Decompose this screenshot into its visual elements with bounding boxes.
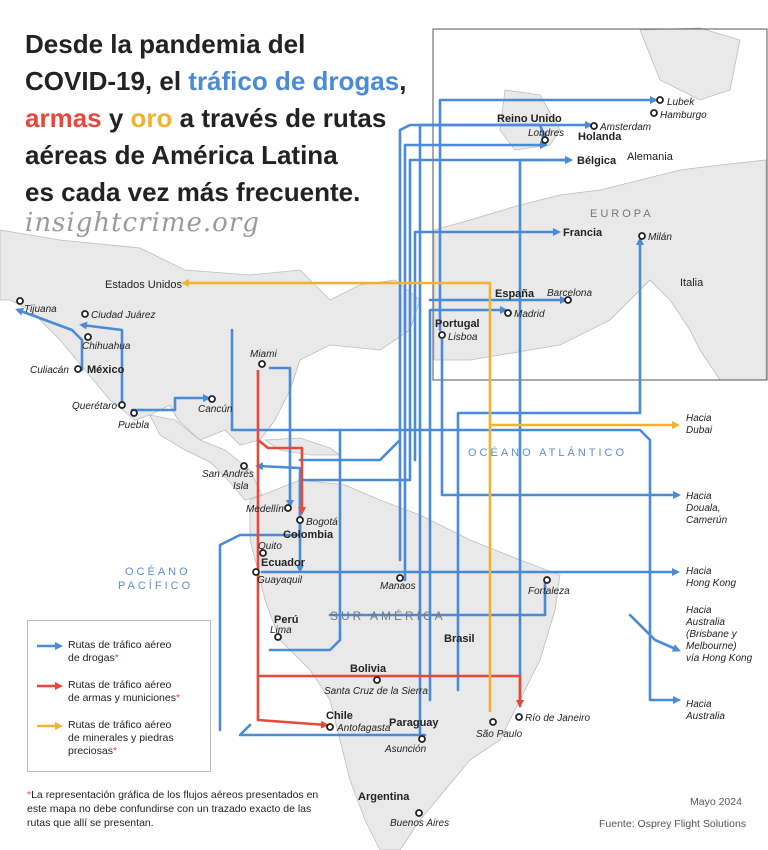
headline bbox=[25, 26, 425, 211]
region-europa: EUROPA bbox=[590, 208, 654, 220]
headline-line-2 bbox=[25, 63, 425, 100]
marker-lubek bbox=[657, 97, 663, 103]
headline-drugs: tráfico de drogas bbox=[188, 66, 400, 96]
footer-source: Fuente: Osprey Flight Solutions bbox=[599, 818, 747, 830]
marker-sao-paulo bbox=[490, 719, 496, 725]
city-quito: Quito bbox=[258, 541, 282, 552]
disclaimer-note bbox=[27, 788, 327, 830]
legend-min-line-2: de minerales y piedras bbox=[68, 732, 174, 744]
marker-ciudad-juarez bbox=[82, 311, 88, 317]
marker-miami bbox=[259, 361, 265, 367]
city-buenos-aires: Buenos Aires bbox=[390, 818, 450, 829]
marker-antofagasta bbox=[327, 724, 333, 730]
city-tijuana: Tijuana bbox=[24, 304, 57, 315]
city-manaos: Manaos bbox=[380, 581, 416, 592]
headline-routes: a través de rutas bbox=[172, 103, 387, 133]
dest-australia-1: Hacia bbox=[686, 699, 712, 710]
city-asuncion: Asunción bbox=[385, 744, 427, 755]
country-chile: Chile bbox=[326, 710, 353, 722]
scandinavia bbox=[640, 28, 740, 100]
city-queretaro: Querétaro bbox=[72, 401, 118, 412]
city-bogota: Bogotá bbox=[306, 517, 338, 528]
legend-arms-asterisk: * bbox=[175, 692, 181, 704]
city-san-andres-1: San Andrés bbox=[202, 469, 254, 480]
europe-land bbox=[434, 160, 766, 380]
city-chihuahua: Chihuahua bbox=[82, 341, 131, 352]
marker-fortaleza bbox=[544, 577, 550, 583]
city-lubek: Lubek bbox=[667, 97, 695, 108]
legend-min-line-1: Rutas de tráfico aéreo bbox=[68, 719, 172, 731]
city-madrid: Madrid bbox=[514, 309, 545, 320]
marker-cancun bbox=[209, 396, 215, 402]
city-milan: Milán bbox=[648, 232, 672, 243]
city-san-andres-2: Isla bbox=[233, 481, 249, 492]
dest-aushk-4: Melbourne) bbox=[686, 641, 737, 652]
legend-drugs-line-1: Rutas de tráfico aéreo bbox=[68, 639, 172, 651]
country-estados-unidos: Estados Unidos bbox=[105, 279, 183, 291]
country-belgica: Bélgica bbox=[577, 155, 617, 167]
marker-culiacan bbox=[75, 366, 81, 372]
region-oceano-pacifico-1: OCÉANO bbox=[125, 566, 191, 578]
dest-dubai-1: Hacia bbox=[686, 413, 712, 424]
marker-bogota bbox=[297, 517, 303, 523]
city-sao-paulo: São Paulo bbox=[476, 729, 523, 740]
marker-hamburgo bbox=[651, 110, 657, 116]
headline-line-1: Desde la pandemia del bbox=[25, 29, 306, 59]
country-bolivia: Bolivia bbox=[350, 663, 387, 675]
country-alemania: Alemania bbox=[627, 151, 673, 163]
headline-line-3 bbox=[25, 100, 425, 137]
dest-aushk-3: (Brisbane y bbox=[686, 629, 737, 640]
country-italia: Italia bbox=[680, 277, 704, 289]
legend-arrow-red-icon bbox=[36, 681, 64, 691]
country-espana: España bbox=[495, 288, 535, 300]
dest-aushk-1: Hacia bbox=[686, 605, 712, 616]
country-portugal: Portugal bbox=[435, 318, 480, 330]
country-argentina: Argentina bbox=[358, 791, 410, 803]
city-barcelona: Barcelona bbox=[547, 288, 593, 299]
footer-date: Mayo 2024 bbox=[690, 796, 742, 808]
marker-milan bbox=[639, 233, 645, 239]
headline-line-4: aéreas de América Latina bbox=[25, 140, 338, 170]
headline-text: COVID-19, el bbox=[25, 66, 189, 96]
headline-comma: , bbox=[399, 66, 407, 96]
legend-drugs-asterisk: * bbox=[114, 652, 119, 664]
legend-drugs-line-2: de drogas bbox=[68, 652, 115, 664]
headline-line-5: es cada vez más frecuente. bbox=[25, 177, 361, 207]
headline-gold: oro bbox=[130, 103, 173, 133]
destination-labels bbox=[685, 413, 753, 722]
country-brasil: Brasil bbox=[444, 633, 475, 645]
country-mexico: México bbox=[87, 364, 125, 376]
dest-hongkong-1: Hacia bbox=[686, 566, 712, 577]
marker-buenos-aires bbox=[416, 810, 422, 816]
dest-douala-1: Hacia bbox=[686, 491, 712, 502]
region-oceano-atlantico: OCÉANO ATLÁNTICO bbox=[468, 447, 628, 459]
city-guayaquil: Guayaquil bbox=[257, 575, 303, 586]
marker-amsterdam bbox=[591, 123, 597, 129]
legend-min-line-3: preciosas bbox=[68, 745, 113, 757]
marker-medellin bbox=[285, 505, 291, 511]
city-hamburgo: Hamburgo bbox=[660, 110, 707, 121]
dest-hongkong-2: Hong Kong bbox=[686, 578, 737, 589]
city-antofagasta: Antofagasta bbox=[337, 723, 391, 734]
city-medellin: Medellín bbox=[246, 504, 284, 515]
city-fortaleza: Fortaleza bbox=[528, 586, 570, 597]
city-rio: Río de Janeiro bbox=[525, 713, 591, 724]
legend-arrow-yellow-icon bbox=[36, 721, 64, 731]
city-lima: Lima bbox=[270, 625, 292, 636]
city-puebla: Puebla bbox=[118, 420, 150, 431]
region-oceano-pacifico-2: PACÍFICO bbox=[118, 580, 194, 592]
city-cancun: Cancún bbox=[198, 404, 233, 415]
note-asterisk: * bbox=[27, 789, 32, 801]
dest-dubai-2: Dubai bbox=[686, 425, 713, 436]
country-peru: Perú bbox=[274, 614, 299, 626]
marker-lisboa bbox=[439, 332, 445, 338]
marker-rio bbox=[516, 714, 522, 720]
city-amsterdam: Amsterdam bbox=[600, 122, 652, 133]
country-reino-unido: Reino Unido bbox=[497, 113, 562, 125]
country-paraguay: Paraguay bbox=[389, 717, 439, 729]
marker-tijuana bbox=[17, 298, 23, 304]
legend bbox=[27, 620, 211, 772]
city-lisboa: Lisboa bbox=[448, 332, 478, 343]
city-londres: Londres bbox=[528, 128, 565, 139]
legend-arrow-blue-icon bbox=[36, 641, 64, 651]
country-colombia: Colombia bbox=[283, 529, 334, 541]
marker-asuncion bbox=[419, 736, 425, 742]
headline-arms: armas bbox=[25, 103, 102, 133]
legend-arms-line-2: de armas y municiones bbox=[68, 692, 176, 704]
dest-australia-2: Australia bbox=[686, 711, 725, 722]
region-sur-america: SUR AMÉRICA bbox=[330, 609, 446, 623]
dest-douala-2: Douala, bbox=[686, 503, 721, 514]
brand-url: insightcrime.org bbox=[25, 208, 260, 238]
legend-min-asterisk: * bbox=[112, 745, 118, 757]
dest-aushk-2: Australia bbox=[686, 617, 725, 628]
city-ciudad-juarez: Ciudad Juárez bbox=[91, 310, 156, 321]
country-francia: Francia bbox=[563, 227, 603, 239]
city-miami: Miami bbox=[250, 349, 277, 360]
country-holanda: Holanda bbox=[578, 131, 622, 143]
marker-santa-cruz bbox=[374, 677, 380, 683]
country-ecuador: Ecuador bbox=[261, 557, 306, 569]
headline-and: y bbox=[101, 103, 131, 133]
legend-arms-line-1: Rutas de tráfico aéreo bbox=[68, 679, 172, 691]
marker-chihuahua bbox=[85, 334, 91, 340]
dest-douala-3: Camerún bbox=[686, 515, 728, 526]
dest-aushk-5: vía Hong Kong bbox=[686, 653, 753, 664]
city-santa-cruz: Santa Cruz de la Sierra bbox=[324, 686, 428, 697]
marker-puebla bbox=[131, 410, 137, 416]
note-text: La representación gráfica de los flujos aéreos presentados en este mapa no debe confundirse con un trazado exacto de las rutas que allí se presentan. bbox=[27, 789, 319, 829]
marker-queretaro bbox=[119, 402, 125, 408]
marker-madrid bbox=[505, 310, 511, 316]
city-culiacan: Culiacán bbox=[30, 365, 69, 376]
